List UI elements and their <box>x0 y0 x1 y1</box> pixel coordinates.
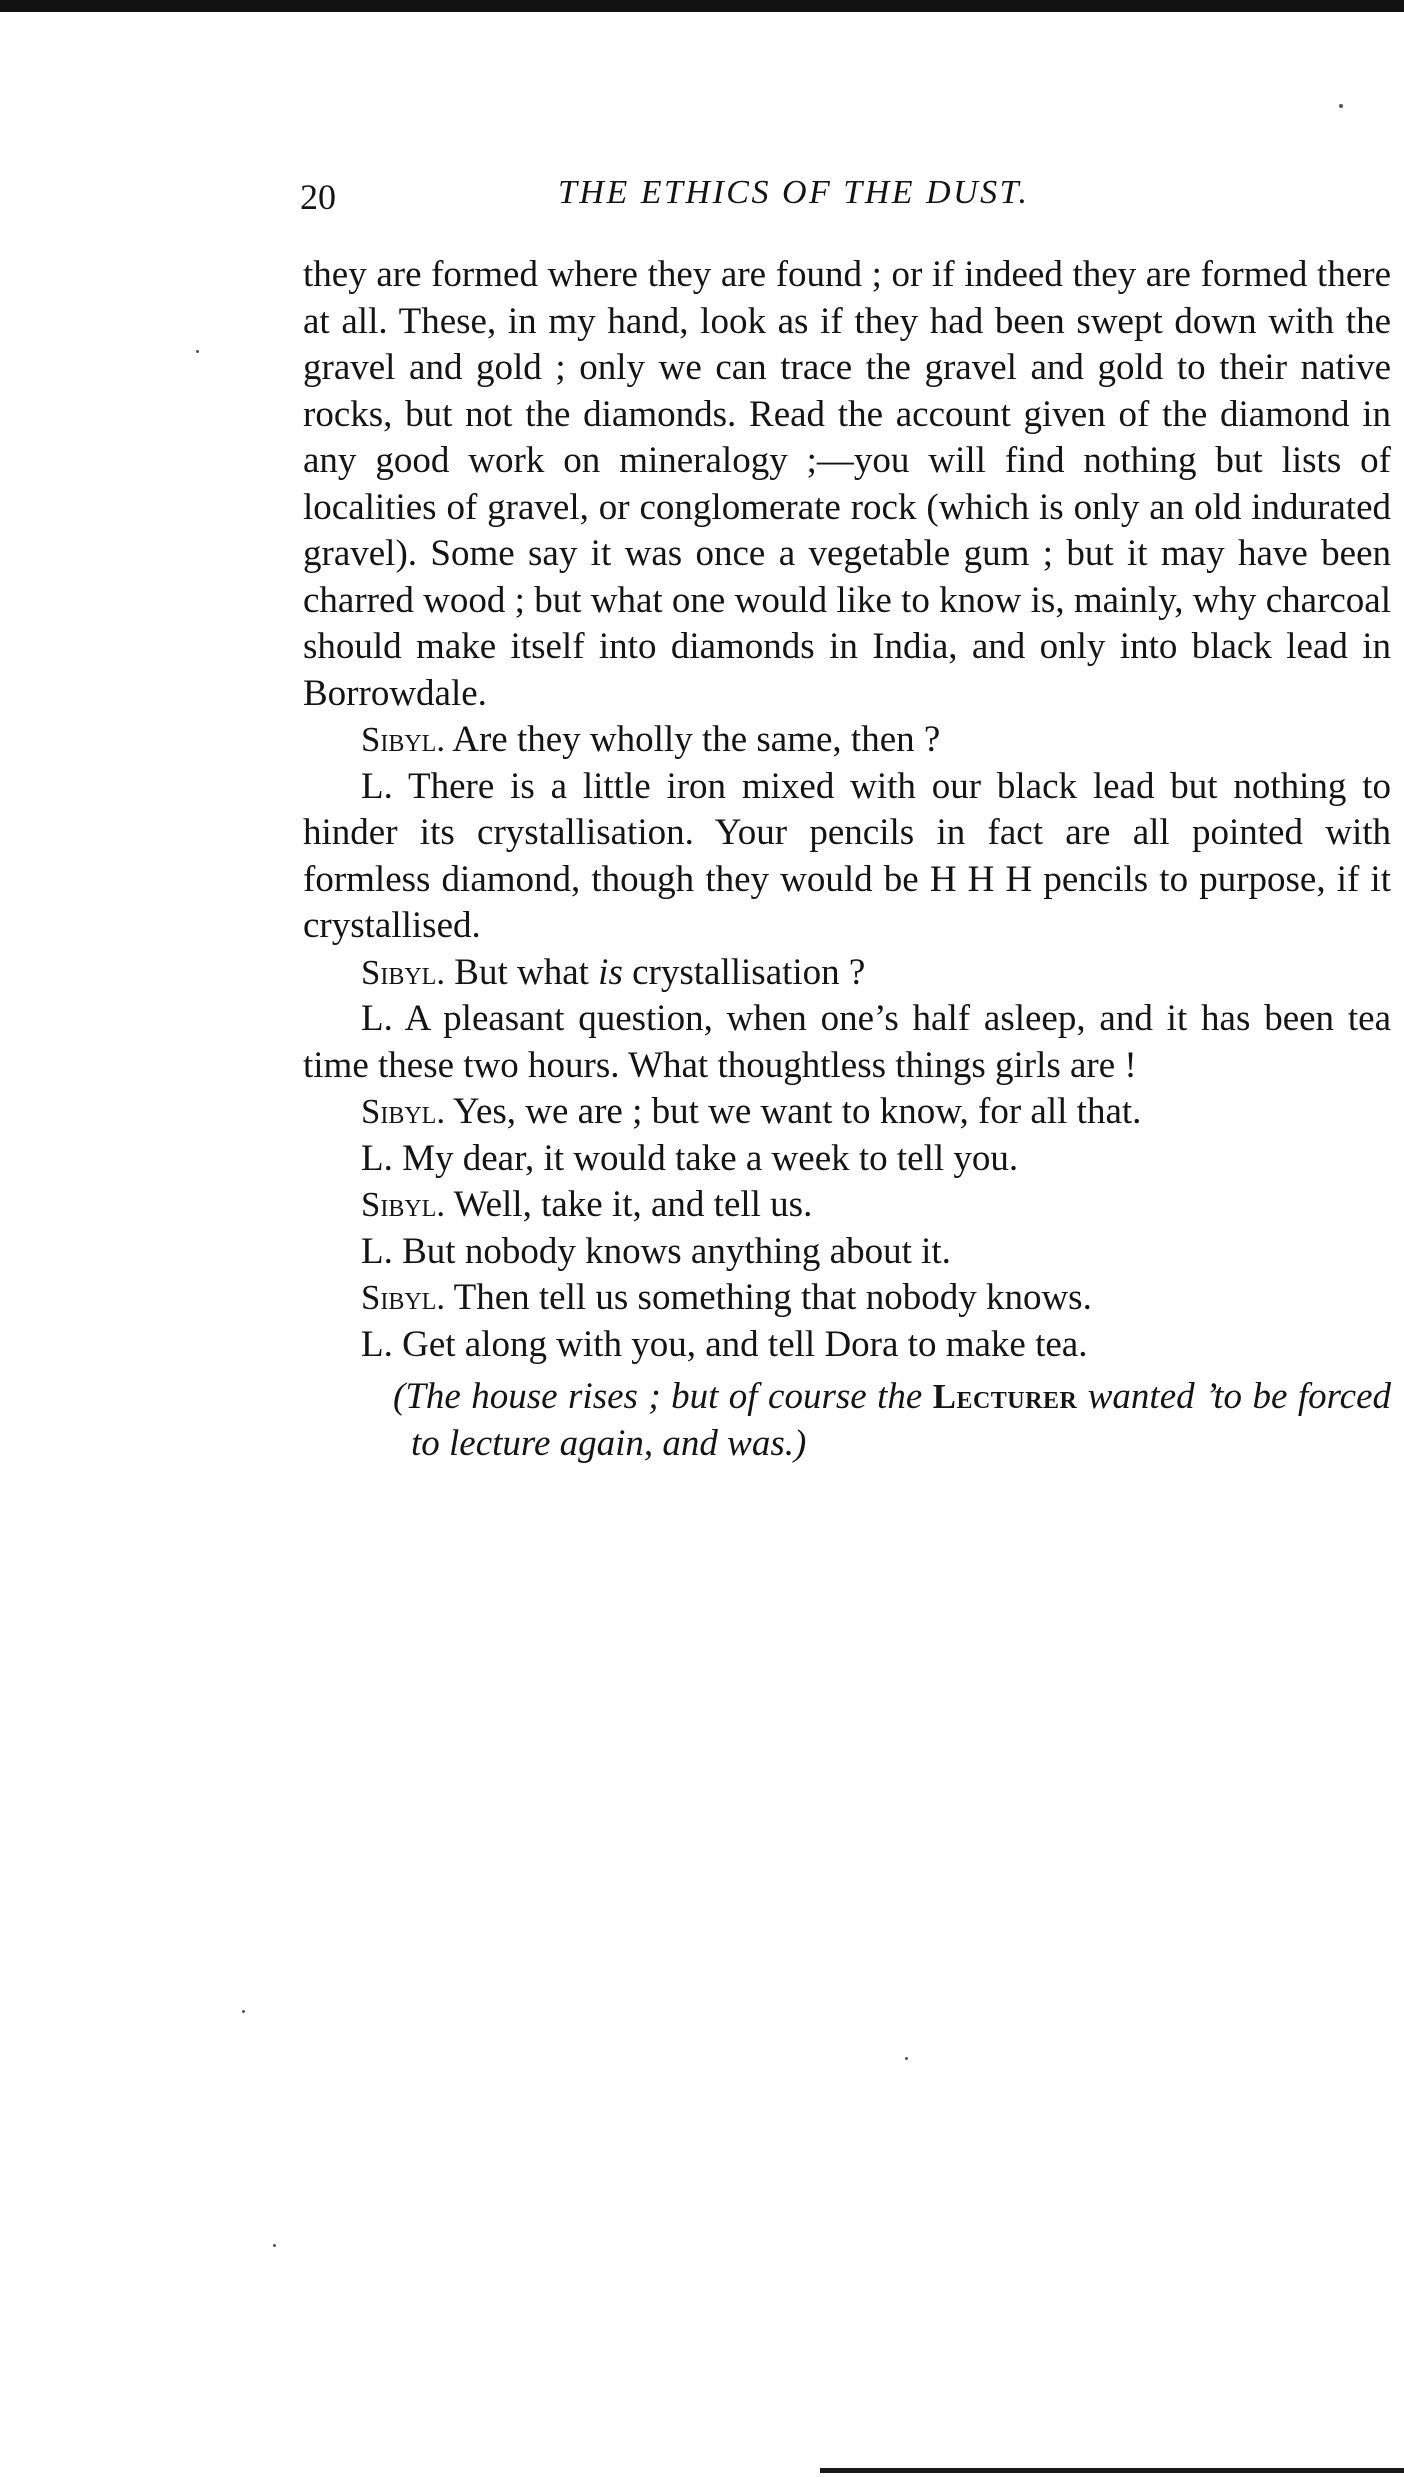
dialogue-text: A pleasant question, when one’s half asleep, and it has been tea time these two hours. What thoughtless things girls are ! <box>303 998 1391 1086</box>
dialogue-line <box>303 950 1391 997</box>
dialogue-text: crystallisation ? <box>622 951 866 993</box>
dialogue-text: Get along with you, and tell Dora to make tea. <box>402 1323 1088 1365</box>
speaker-name: L. <box>361 998 393 1039</box>
speaker-name: Sibyl. <box>361 720 446 759</box>
dialogue-text: But what <box>454 951 599 993</box>
speaker-name: L. <box>361 765 393 807</box>
speaker-name: Sibyl. <box>361 952 446 992</box>
dialogue-line <box>303 1229 1391 1276</box>
dialogue-line <box>303 996 1391 1089</box>
dialogue-text: There is a little iron mixed with our black lead but nothing to hinder its crystallisation. Your pencils in fact are all pointed with formless diamond, though they would be H H H pencils to purpose, if it crystallised. <box>303 765 1391 946</box>
print-speck <box>1339 104 1343 108</box>
dialogue-line <box>303 1136 1391 1183</box>
dialogue-line <box>303 1275 1391 1322</box>
speaker-name: Sibyl. <box>361 1278 446 1317</box>
dialogue-text: But nobody knows anything about it. <box>402 1230 951 1272</box>
body-text <box>303 252 1391 1467</box>
speaker-name: L. <box>361 1230 393 1272</box>
emphasis: is <box>598 951 623 993</box>
top-edge-shadow <box>0 0 1404 12</box>
running-head <box>300 172 1360 222</box>
print-speck <box>196 350 199 353</box>
page-number: 20 <box>300 177 336 217</box>
bottom-edge-shadow <box>820 2468 1404 2473</box>
dialogue-text: My dear, it would take a week to tell you. <box>402 1137 1019 1179</box>
speaker-name: L. <box>361 1137 393 1179</box>
print-speck <box>242 2010 245 2013</box>
dialogue-text: Well, take it, and tell us. <box>453 1184 813 1225</box>
dialogue-line <box>303 717 1391 764</box>
speaker-name: L. <box>361 1323 393 1365</box>
dialogue-text: Then tell us something that nobody knows. <box>453 1277 1092 1318</box>
print-speck <box>273 2244 276 2247</box>
speaker-name: Lecturer <box>932 1377 1078 1416</box>
print-speck <box>905 2057 908 2060</box>
paragraph-text: they are formed where they are found ; or if indeed they are formed there at all. These, in my hand, look as if they had been swept down with the gravel and gold ; only we can trace the gravel and gold to their native rocks, but not the diamonds. Read the account given of the diamond in any good work on mineralogy ;—you will find nothing but lists of localities of gravel, or conglomerate rock (which is only an old indurated gravel). Some say it was once a vegetable gum ; but it may have been charred wood ; but what one would like to know is, mainly, why charcoal should make itself into diamonds in India, and only into black lead in Borrowdale. <box>303 254 1391 714</box>
speaker-name: Sibyl. <box>361 1092 446 1131</box>
dialogue-line <box>303 1182 1391 1229</box>
dialogue-line <box>303 1089 1391 1136</box>
stage-direction-text: wanted ’to be forced to lecture again, and was.) <box>411 1376 1391 1464</box>
dialogue-text: Are they wholly the same, then ? <box>452 719 941 760</box>
speaker-name: Sibyl. <box>361 1185 446 1224</box>
stage-direction <box>303 1374 1391 1467</box>
running-title: THE ETHICS OF THE DUST. <box>558 174 1030 211</box>
stage-direction-text: (The house rises ; but of course the <box>393 1376 933 1417</box>
paragraph <box>303 252 1391 717</box>
dialogue-text: Yes, we are ; but we want to know, for all that. <box>452 1091 1142 1132</box>
dialogue-line <box>303 1322 1391 1369</box>
dialogue-line <box>303 764 1391 950</box>
